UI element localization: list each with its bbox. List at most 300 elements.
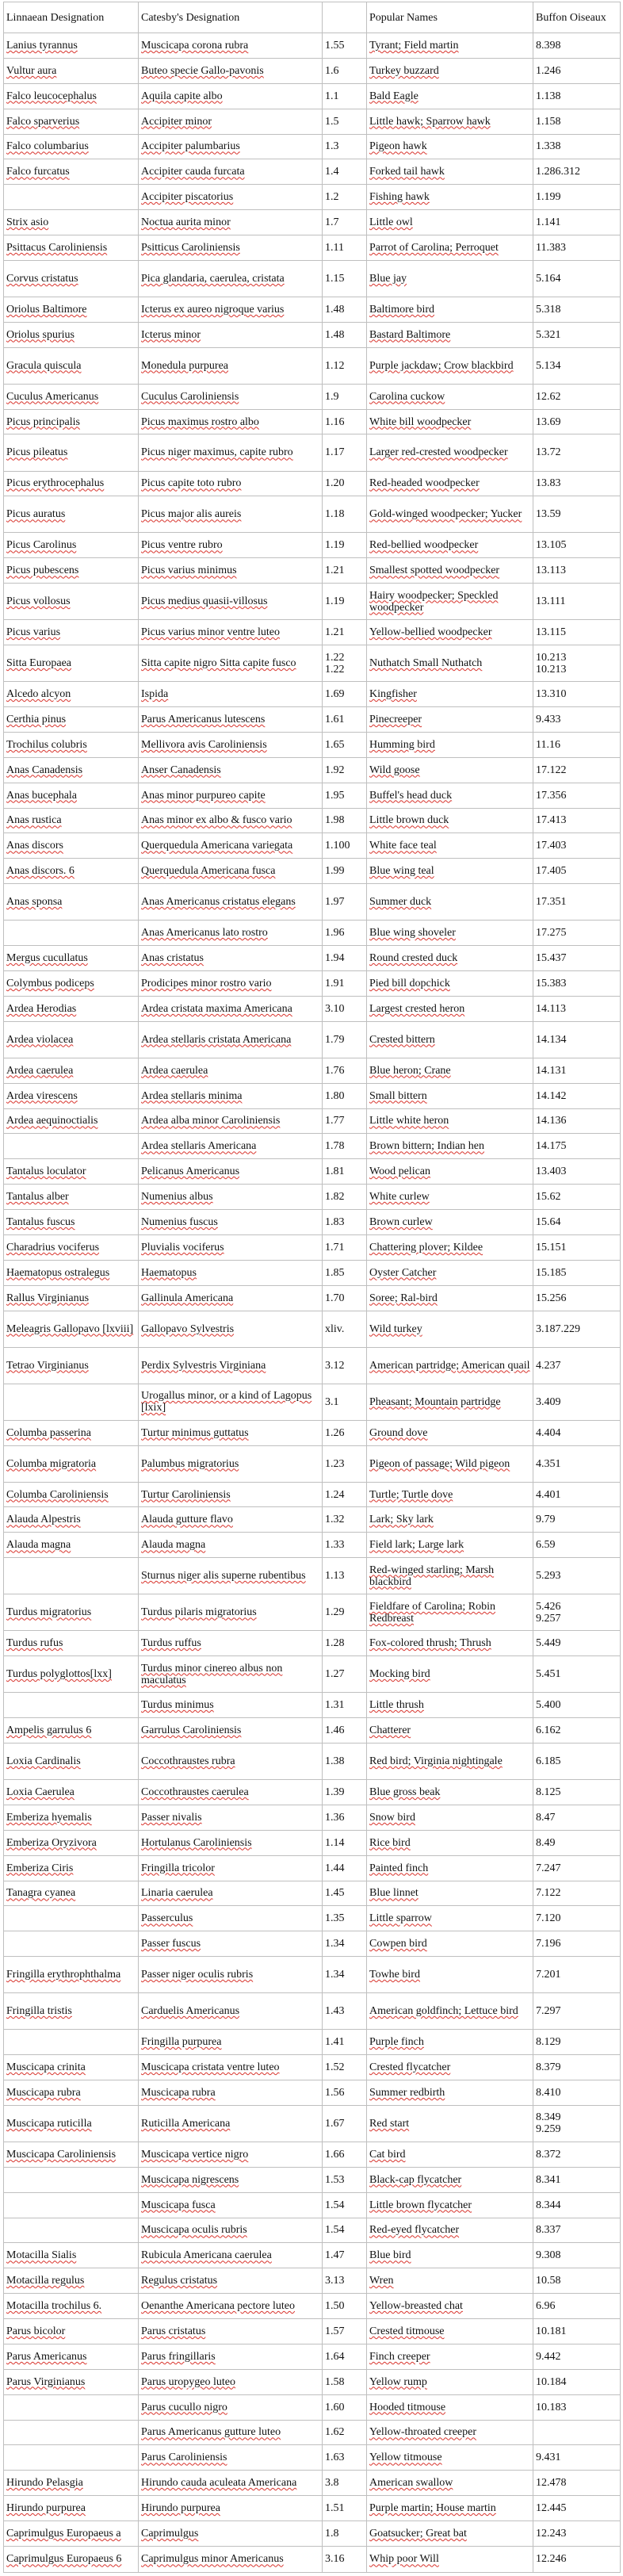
cell-buffon: 9.79	[533, 1507, 621, 1533]
bird-designation-table	[3, 2, 621, 2573]
table-row	[4, 2471, 621, 2496]
cell-linnaean	[4, 1558, 139, 1594]
cell-buffon: 4.401	[533, 1482, 621, 1507]
table-row	[4, 109, 621, 134]
cell-buffon: 9.431	[533, 2445, 621, 2471]
cell-linnaean	[4, 1693, 139, 1718]
cell-catesby: Fringilla purpurea	[139, 2030, 323, 2055]
cell-linnaean	[4, 2394, 139, 2420]
cell-popular-names: Crested titmouse	[367, 2319, 533, 2344]
table-row	[4, 2030, 621, 2055]
table-row	[4, 2105, 621, 2142]
cell-plate: 3.13	[323, 2268, 367, 2294]
table-row	[4, 185, 621, 210]
cell-catesby: Anas minor purpureo capite	[139, 783, 323, 808]
cell-buffon: 5.318	[533, 297, 621, 322]
cell-catesby: Turtur minimus guttatus	[139, 1420, 323, 1445]
cell-buffon: 15.437	[533, 946, 621, 971]
cell-buffon: 15.62	[533, 1185, 621, 1210]
cell-buffon: 1.246	[533, 58, 621, 83]
cell-catesby: Anas Americanus cristatus elegans	[139, 884, 323, 921]
cell-buffon: 13.105	[533, 533, 621, 558]
cell-plate: 1.7	[323, 210, 367, 235]
cell-buffon: 17.403	[533, 833, 621, 859]
cell-buffon: 10.213 10.213	[533, 645, 621, 682]
cell-buffon: 15.185	[533, 1260, 621, 1285]
cell-buffon: 4.237	[533, 1347, 621, 1384]
cell-plate: 1.39	[323, 1780, 367, 1805]
cell-buffon: 5.451	[533, 1656, 621, 1693]
cell-catesby: Gallinula Americana	[139, 1285, 323, 1311]
table-row	[4, 1234, 621, 1260]
cell-popular-names: Fox-colored thrush; Thrush	[367, 1631, 533, 1656]
cell-plate: 1.11	[323, 235, 367, 261]
cell-buffon: 5.134	[533, 347, 621, 384]
table-row	[4, 921, 621, 946]
cell-linnaean: Caprimulgus Europaeus 6	[4, 2546, 139, 2572]
cell-catesby: Urogallus minor, or a kind of Lagopus [lxix]	[139, 1384, 323, 1420]
cell-linnaean: Picus principalis	[4, 409, 139, 434]
cell-catesby: Parus Americanus lutescens	[139, 707, 323, 733]
table-row	[4, 996, 621, 1021]
cell-linnaean: Anas sponsa	[4, 884, 139, 921]
cell-popular-names: Humming bird	[367, 732, 533, 757]
cell-linnaean: Vultur aura	[4, 58, 139, 83]
cell-popular-names: Little brown flycatcher	[367, 2192, 533, 2218]
cell-plate: 1.18	[323, 496, 367, 533]
cell-buffon: 13.83	[533, 471, 621, 496]
cell-linnaean: Oriolus Baltimore	[4, 297, 139, 322]
cell-popular-names: Kingfisher	[367, 682, 533, 707]
table-row	[4, 1993, 621, 2030]
cell-plate: 1.34	[323, 1931, 367, 1957]
cell-popular-names: Gold-winged woodpecker; Yucker	[367, 496, 533, 533]
cell-linnaean: Certhia pinus	[4, 707, 139, 733]
cell-catesby: Muscicapa fusca	[139, 2192, 323, 2218]
cell-plate: 1.29	[323, 1594, 367, 1631]
cell-catesby: Accipiter palumbarius	[139, 134, 323, 159]
cell-buffon: 8.349 9.259	[533, 2105, 621, 2142]
cell-plate: 1.95	[323, 783, 367, 808]
cell-catesby: Muscicapa corona rubra	[139, 33, 323, 59]
cell-catesby: Turdus minor cinereo albus non maculatus	[139, 1656, 323, 1693]
cell-linnaean: Corvus cristatus	[4, 260, 139, 297]
cell-catesby: Parus Caroliniensis	[139, 2445, 323, 2471]
cell-popular-names: Largest crested heron	[367, 996, 533, 1021]
header-row	[4, 2, 621, 33]
cell-popular-names: Wild goose	[367, 757, 533, 783]
cell-plate: 1.71	[323, 1234, 367, 1260]
table-row	[4, 1507, 621, 1533]
table-row	[4, 1083, 621, 1108]
table-row	[4, 134, 621, 159]
table-row	[4, 1558, 621, 1594]
table-row	[4, 946, 621, 971]
cell-buffon: 13.59	[533, 496, 621, 533]
cell-plate: 1.57	[323, 2319, 367, 2344]
cell-buffon: 7.196	[533, 1931, 621, 1957]
cell-plate: 1.78	[323, 1134, 367, 1159]
cell-catesby: Accipiter piscatorius	[139, 185, 323, 210]
cell-plate: 1.51	[323, 2496, 367, 2521]
cell-buffon: 12.62	[533, 384, 621, 409]
cell-popular-names: Pied bill dopchick	[367, 970, 533, 996]
table-row	[4, 884, 621, 921]
cell-catesby: Ardea alba minor Caroliniensis	[139, 1108, 323, 1134]
table-row	[4, 1210, 621, 1235]
table-row	[4, 1594, 621, 1631]
table-row	[4, 707, 621, 733]
table-row	[4, 2167, 621, 2192]
cell-linnaean: Muscicapa crinita	[4, 2055, 139, 2080]
cell-buffon: 8.379	[533, 2055, 621, 2080]
cell-linnaean: Turdus migratorius	[4, 1594, 139, 1631]
cell-plate: 1.12	[323, 347, 367, 384]
cell-plate: 1.77	[323, 1108, 367, 1134]
cell-popular-names: Nuthatch Small Nuthatch	[367, 645, 533, 682]
cell-buffon: 8.337	[533, 2218, 621, 2243]
table-row	[4, 970, 621, 996]
cell-popular-names: Yellow-breasted chat	[367, 2294, 533, 2319]
cell-linnaean: Anas rustica	[4, 808, 139, 833]
cell-popular-names: Finch creeper	[367, 2344, 533, 2369]
cell-catesby: Gallopavo Sylvestris	[139, 1311, 323, 1347]
cell-popular-names: Ground dove	[367, 1420, 533, 1445]
cell-catesby: Caprimulgus	[139, 2521, 323, 2547]
cell-buffon: 10.181	[533, 2319, 621, 2344]
cell-plate: 1.56	[323, 2080, 367, 2105]
cell-catesby: Caprimulgus minor Americanus	[139, 2546, 323, 2572]
cell-popular-names: Round crested duck	[367, 946, 533, 971]
cell-linnaean: Muscicapa Caroliniensis	[4, 2142, 139, 2167]
cell-buffon: 15.256	[533, 1285, 621, 1311]
cell-plate: 3.12	[323, 1347, 367, 1384]
cell-catesby: Turdus ruffus	[139, 1631, 323, 1656]
table-row	[4, 2496, 621, 2521]
cell-plate: 1.46	[323, 1718, 367, 1743]
cell-catesby: Mellivora avis Caroliniensis	[139, 732, 323, 757]
cell-plate: 1.48	[323, 322, 367, 347]
cell-popular-names: Blue linnet	[367, 1881, 533, 1906]
table-row	[4, 1718, 621, 1743]
table-row	[4, 297, 621, 322]
cell-catesby: Numenius albus	[139, 1185, 323, 1210]
cell-buffon: 17.356	[533, 783, 621, 808]
cell-popular-names: Larger red-crested woodpecker	[367, 434, 533, 471]
cell-buffon: 8.398	[533, 33, 621, 59]
cell-linnaean: Haematopus ostralegus	[4, 1260, 139, 1285]
cell-catesby: Anser Canadensis	[139, 757, 323, 783]
cell-buffon: 6.59	[533, 1533, 621, 1558]
cell-buffon: 4.351	[533, 1445, 621, 1482]
cell-linnaean: Columba Caroliniensis	[4, 1482, 139, 1507]
cell-buffon: 8.49	[533, 1830, 621, 1855]
cell-popular-names: Bald Eagle	[367, 83, 533, 109]
cell-catesby: Coccothraustes caerulea	[139, 1780, 323, 1805]
cell-catesby: Hortulanus Caroliniensis	[139, 1830, 323, 1855]
cell-catesby: Ardea stellaris minima	[139, 1083, 323, 1108]
table-row	[4, 322, 621, 347]
table-row	[4, 235, 621, 261]
cell-popular-names: Little thrush	[367, 1693, 533, 1718]
cell-buffon: 5.426 9.257	[533, 1594, 621, 1631]
cell-plate: 3.8	[323, 2471, 367, 2496]
cell-catesby: Fringilla tricolor	[139, 1855, 323, 1881]
cell-catesby: Anas minor ex albo & fusco vario	[139, 808, 323, 833]
cell-buffon: 4.404	[533, 1420, 621, 1445]
cell-plate: 1.80	[323, 1083, 367, 1108]
cell-linnaean: Alauda Alpestris	[4, 1507, 139, 1533]
cell-linnaean: Ampelis garrulus 6	[4, 1718, 139, 1743]
cell-popular-names: White face teal	[367, 833, 533, 859]
cell-catesby: Turdus pilaris migratorius	[139, 1594, 323, 1631]
cell-linnaean	[4, 185, 139, 210]
cell-popular-names: Fishing hawk	[367, 185, 533, 210]
table-row	[4, 558, 621, 584]
cell-popular-names: Red-winged starling; Marsh blackbird	[367, 1558, 533, 1594]
cell-buffon: 13.111	[533, 584, 621, 620]
cell-plate: 3.10	[323, 996, 367, 1021]
cell-catesby: Picus varius minimus	[139, 558, 323, 584]
cell-popular-names: Soree; Ral-bird	[367, 1285, 533, 1311]
cell-plate: 1.6	[323, 58, 367, 83]
cell-linnaean	[4, 921, 139, 946]
cell-buffon: 6.162	[533, 1718, 621, 1743]
table-body	[4, 33, 621, 2573]
cell-buffon: 10.58	[533, 2268, 621, 2294]
cell-plate: 1.17	[323, 434, 367, 471]
cell-catesby: Picus ventre rubro	[139, 533, 323, 558]
table-row	[4, 2218, 621, 2243]
cell-buffon: 10.183	[533, 2394, 621, 2420]
cell-popular-names: Yellow-throated creeper	[367, 2420, 533, 2445]
cell-catesby: Prodicipes minor rostro vario	[139, 970, 323, 996]
cell-buffon: 10.184	[533, 2369, 621, 2394]
cell-plate: 1.92	[323, 757, 367, 783]
cell-popular-names: Pinecreeper	[367, 707, 533, 733]
cell-linnaean: Anas discors	[4, 833, 139, 859]
cell-popular-names: Parrot of Carolina; Perroquet	[367, 235, 533, 261]
cell-catesby: Psitticus Caroliniensis	[139, 235, 323, 261]
cell-linnaean: Ardea Herodias	[4, 996, 139, 1021]
cell-plate: 1.58	[323, 2369, 367, 2394]
cell-catesby: Muscicapa nigrescens	[139, 2167, 323, 2192]
table-row	[4, 2546, 621, 2572]
cell-linnaean: Oriolus spurius	[4, 322, 139, 347]
cell-linnaean: Muscicapa rubra	[4, 2080, 139, 2105]
table-row	[4, 1533, 621, 1558]
cell-plate: 1.1	[323, 83, 367, 109]
cell-catesby: Alauda magna	[139, 1533, 323, 1558]
table-row	[4, 1482, 621, 1507]
cell-linnaean	[4, 2167, 139, 2192]
cell-plate: 1.70	[323, 1285, 367, 1311]
cell-plate: 1.34	[323, 1957, 367, 1993]
cell-popular-names: Little hawk; Sparrow hawk	[367, 109, 533, 134]
cell-catesby: Perdix Sylvestris Virginiana	[139, 1347, 323, 1384]
cell-buffon: 7.201	[533, 1957, 621, 1993]
cell-linnaean: Alcedo alcyon	[4, 682, 139, 707]
cell-catesby: Parus cristatus	[139, 2319, 323, 2344]
cell-plate: 1.19	[323, 533, 367, 558]
table-row	[4, 471, 621, 496]
cell-plate: 1.35	[323, 1906, 367, 1931]
cell-popular-names: Pigeon of passage; Wild pigeon	[367, 1445, 533, 1482]
cell-buffon: 13.72	[533, 434, 621, 471]
cell-plate: 1.31	[323, 1693, 367, 1718]
cell-plate: 1.20	[323, 471, 367, 496]
cell-popular-names: Blue wing teal	[367, 859, 533, 884]
cell-buffon: 7.247	[533, 1855, 621, 1881]
cell-popular-names: Carolina cuckow	[367, 384, 533, 409]
cell-linnaean: Psittacus Caroliniensis	[4, 235, 139, 261]
cell-buffon: 1.286.312	[533, 159, 621, 185]
cell-linnaean: Motacilla trochilus 6.	[4, 2294, 139, 2319]
cell-plate: 1.36	[323, 1805, 367, 1830]
cell-plate: 1.67	[323, 2105, 367, 2142]
table-row	[4, 2142, 621, 2167]
cell-linnaean: Alauda magna	[4, 1533, 139, 1558]
cell-plate: 1.52	[323, 2055, 367, 2080]
cell-buffon: 5.321	[533, 322, 621, 347]
cell-plate: 3.16	[323, 2546, 367, 2572]
table-row	[4, 1931, 621, 1957]
cell-catesby: Ardea cristata maxima Americana	[139, 996, 323, 1021]
cell-linnaean: Sitta Europaea	[4, 645, 139, 682]
cell-catesby: Pluvialis vociferus	[139, 1234, 323, 1260]
cell-plate: 1.99	[323, 859, 367, 884]
cell-plate: 1.21	[323, 620, 367, 645]
cell-popular-names: Purple finch	[367, 2030, 533, 2055]
table-row	[4, 1957, 621, 1993]
cell-linnaean: Lanius tyrannus	[4, 33, 139, 59]
cell-buffon: 3.409	[533, 1384, 621, 1420]
table-row	[4, 2344, 621, 2369]
cell-plate: 1.14	[323, 1830, 367, 1855]
cell-catesby: Querquedula Americana variegata	[139, 833, 323, 859]
cell-buffon: 13.69	[533, 409, 621, 434]
cell-buffon: 5.164	[533, 260, 621, 297]
cell-plate: 1.65	[323, 732, 367, 757]
table-row	[4, 2243, 621, 2268]
cell-plate: 1.38	[323, 1743, 367, 1779]
cell-buffon: 5.449	[533, 1631, 621, 1656]
col-header-catesby: Catesby's Designation	[139, 2, 323, 33]
cell-catesby: Parus cucullo nigro	[139, 2394, 323, 2420]
cell-popular-names: Buffel's head duck	[367, 783, 533, 808]
table-row	[4, 2394, 621, 2420]
table-row	[4, 533, 621, 558]
cell-linnaean: Picus erythrocephalus	[4, 471, 139, 496]
cell-linnaean: Emberiza Ciris	[4, 1855, 139, 1881]
cell-plate: 1.61	[323, 707, 367, 733]
col-header-buffon: Buffon Oiseaux	[533, 2, 621, 33]
table-row	[4, 1285, 621, 1311]
cell-catesby: Passer fuscus	[139, 1931, 323, 1957]
cell-catesby: Passer niger oculis rubris	[139, 1957, 323, 1993]
cell-plate: 1.5	[323, 109, 367, 134]
cell-linnaean: Tanagra cyanea	[4, 1881, 139, 1906]
cell-linnaean: Falco furcatus	[4, 159, 139, 185]
cell-buffon: 14.134	[533, 1021, 621, 1058]
cell-plate: 1.55	[323, 33, 367, 59]
table-row	[4, 757, 621, 783]
cell-buffon: 12.246	[533, 2546, 621, 2572]
cell-buffon: 1.338	[533, 134, 621, 159]
cell-buffon: 5.293	[533, 1558, 621, 1594]
cell-linnaean: Hirundo Pelasgia	[4, 2471, 139, 2496]
cell-buffon: 17.405	[533, 859, 621, 884]
cell-popular-names: Red-bellied woodpecker	[367, 533, 533, 558]
cell-popular-names: Fieldfare of Carolina; Robin Redbreast	[367, 1594, 533, 1631]
cell-linnaean: Picus varius	[4, 620, 139, 645]
cell-popular-names: Forked tail hawk	[367, 159, 533, 185]
cell-catesby: Rubicula Americana caerulea	[139, 2243, 323, 2268]
cell-buffon: 15.151	[533, 1234, 621, 1260]
cell-catesby: Passerculus	[139, 1906, 323, 1931]
cell-popular-names: Snow bird	[367, 1805, 533, 1830]
table-row	[4, 833, 621, 859]
table-row	[4, 33, 621, 59]
cell-plate: 1.54	[323, 2192, 367, 2218]
cell-catesby: Muscicapa oculis rubris	[139, 2218, 323, 2243]
cell-popular-names: Blue wing shoveler	[367, 921, 533, 946]
cell-catesby: Icterus minor	[139, 322, 323, 347]
table-row	[4, 384, 621, 409]
cell-plate: 1.32	[323, 1507, 367, 1533]
table-row	[4, 1881, 621, 1906]
cell-popular-names: Tyrant; Field martin	[367, 33, 533, 59]
cell-catesby: Alauda gutture flavo	[139, 1507, 323, 1533]
cell-linnaean: Loxia Cardinalis	[4, 1743, 139, 1779]
cell-linnaean: Parus bicolor	[4, 2319, 139, 2344]
cell-popular-names: Blue heron; Crane	[367, 1058, 533, 1083]
table-row	[4, 434, 621, 471]
table-row	[4, 2445, 621, 2471]
cell-linnaean: Motacilla regulus	[4, 2268, 139, 2294]
cell-popular-names: Smallest spotted woodpecker	[367, 558, 533, 584]
cell-popular-names: Hairy woodpecker; Speckled woodpecker	[367, 584, 533, 620]
cell-plate: 1.22 1.22	[323, 645, 367, 682]
cell-popular-names: Little brown duck	[367, 808, 533, 833]
cell-buffon: 11.16	[533, 732, 621, 757]
cell-catesby: Icterus ex aureo nigroque varius	[139, 297, 323, 322]
cell-plate: 1.76	[323, 1058, 367, 1083]
cell-linnaean: Muscicapa ruticilla	[4, 2105, 139, 2142]
table-row	[4, 1134, 621, 1159]
cell-plate: 1.50	[323, 2294, 367, 2319]
cell-popular-names: Brown curlew	[367, 1210, 533, 1235]
cell-popular-names: American swallow	[367, 2471, 533, 2496]
cell-linnaean: Ardea aequinoctialis	[4, 1108, 139, 1134]
cell-buffon: 13.115	[533, 620, 621, 645]
cell-catesby: Coccothraustes rubra	[139, 1743, 323, 1779]
cell-popular-names: Whip poor Will	[367, 2546, 533, 2572]
table-row	[4, 1743, 621, 1779]
cell-linnaean: Turdus polyglottos[lxx]	[4, 1656, 139, 1693]
table-row	[4, 2319, 621, 2344]
table-row	[4, 859, 621, 884]
cell-popular-names: Lark; Sky lark	[367, 1507, 533, 1533]
table-row	[4, 409, 621, 434]
cell-catesby: Ardea caerulea	[139, 1058, 323, 1083]
cell-popular-names: Red-headed woodpecker	[367, 471, 533, 496]
table-row	[4, 1058, 621, 1083]
cell-catesby: Pica glandaria, caerulea, cristata	[139, 260, 323, 297]
cell-buffon: 14.136	[533, 1108, 621, 1134]
cell-buffon: 12.243	[533, 2521, 621, 2547]
cell-buffon: 15.383	[533, 970, 621, 996]
